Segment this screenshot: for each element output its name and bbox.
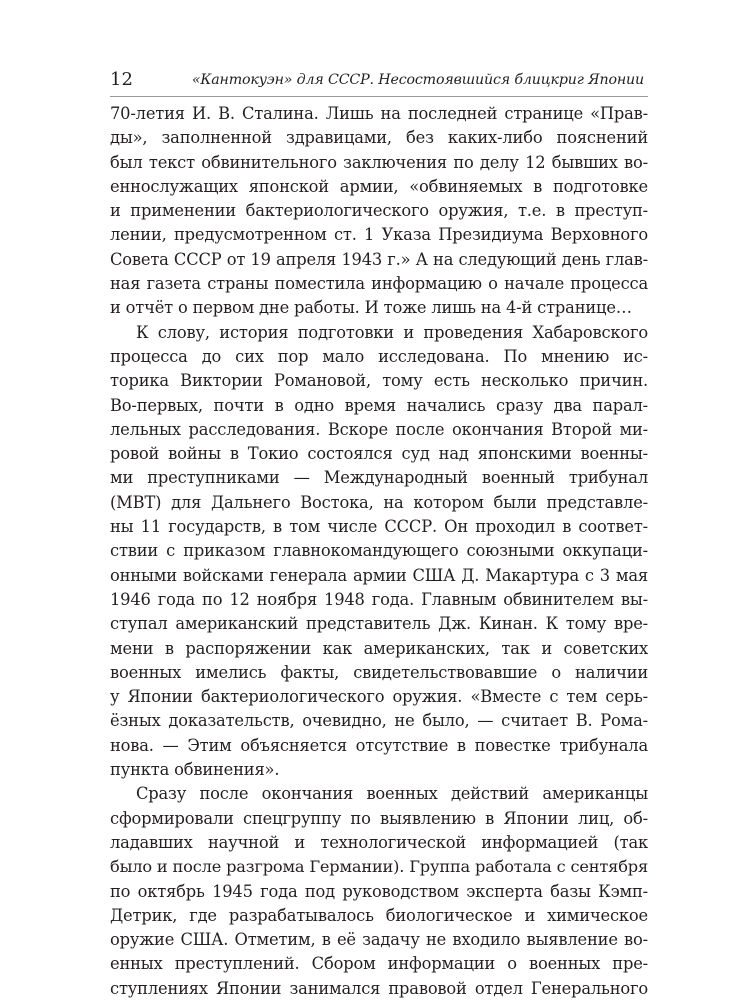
text-line: Детрик, где разрабатывалось биологическое и химическое bbox=[110, 905, 648, 925]
running-head bbox=[110, 66, 648, 96]
text-line: пункта обвинения». bbox=[110, 760, 280, 780]
text-line: сформировали спецгруппу по выявлению в Японии лиц, об- bbox=[110, 808, 648, 828]
text-line: у Японии бактериологического оружия. «Вместе с тем серь- bbox=[110, 687, 648, 707]
text-line: К слову, история подготовки и проведения Хабаровского bbox=[136, 322, 648, 342]
text-line: Совета СССР от 19 апреля 1943 г.» А на следующий день глав- bbox=[110, 249, 648, 269]
text-line: оружие США. Отметим, в её задачу не входило выявление во- bbox=[110, 930, 648, 950]
text-line: ды», заполненной здравицами, без каких-либо пояснений bbox=[110, 128, 648, 148]
text-line: по октябрь 1945 года под руководством эксперта базы Кэмп- bbox=[110, 881, 648, 901]
text-line: ствии с приказом главнокомандующего союзными оккупаци- bbox=[110, 541, 648, 561]
text-line: процесса до сих пор мало исследована. По мнению ис- bbox=[110, 346, 648, 366]
page-number: 12 bbox=[110, 69, 133, 90]
text-line: нова. — Этим объясняется отсутствие в повестке трибунала bbox=[110, 735, 648, 755]
text-line: был текст обвинительного заключения по делу 12 бывших во- bbox=[110, 152, 648, 172]
text-line: Сразу после окончания военных действий американцы bbox=[136, 784, 648, 804]
text-line: ёзных доказательств, очевидно, не было, — считает В. Рома- bbox=[110, 711, 648, 731]
text-line: (МВТ) для Дальнего Востока, на котором были представле- bbox=[110, 492, 648, 512]
text-line: онными войсками генерала армии США Д. Макартура с 3 мая bbox=[110, 565, 648, 585]
text-line: военных имелись факты, свидетельствовавшие о наличии bbox=[110, 662, 648, 682]
text-line: ная газета страны поместила информацию о начале процесса bbox=[110, 274, 648, 294]
text-line: ступал американский представитель Дж. Кинан. К тому вре- bbox=[110, 614, 648, 634]
text-line: торика Виктории Романовой, тому есть несколько причин. bbox=[110, 371, 648, 391]
text-line: ны 11 государств, в том числе СССР. Он проходил в соответ- bbox=[110, 517, 648, 537]
text-line: лении, предусмотренном ст. 1 Указа Президиума Верховного bbox=[110, 225, 648, 245]
text-line: ровой войны в Токио состоялся суд над японскими военны- bbox=[110, 444, 648, 464]
running-title: «Кантокуэн» для СССР. Несостоявшийся блицкриг Японии bbox=[191, 72, 644, 88]
text-line: ладавших научной и технологической информацией (так bbox=[110, 832, 648, 852]
text-line: Во-первых, почти в одно время начались сразу два парал- bbox=[110, 395, 648, 415]
text-line: лельных расследования. Вскоре после окончания Второй ми- bbox=[110, 419, 648, 439]
text-line: было и после разгрома Германии). Группа работала с сентября bbox=[110, 857, 648, 877]
header-rule bbox=[110, 96, 648, 97]
body-text bbox=[110, 102, 648, 1001]
text-line: еннослужащих японской армии, «обвиняемых в подготовке bbox=[110, 176, 648, 196]
text-line: ми преступниками — Международный военный трибунал bbox=[110, 468, 648, 488]
text-line: 70-летия И. В. Сталина. Лишь на последней странице «Прав- bbox=[110, 104, 648, 123]
text-line: и применении бактериологического оружия, т.е. в преступ- bbox=[110, 201, 648, 221]
text-line: енных преступлений. Сбором информации о военных пре- bbox=[110, 954, 648, 974]
text-line: ступлениях Японии занимался правовой отдел Генерального bbox=[110, 978, 648, 998]
text-line: мени в распоряжении как американских, так и советских bbox=[110, 638, 648, 658]
text-line: и отчёт о первом дне работы. И тоже лишь на 4-й странице… bbox=[110, 298, 632, 318]
text-line: 1946 года по 12 ноября 1948 года. Главным обвинителем вы- bbox=[110, 589, 648, 609]
